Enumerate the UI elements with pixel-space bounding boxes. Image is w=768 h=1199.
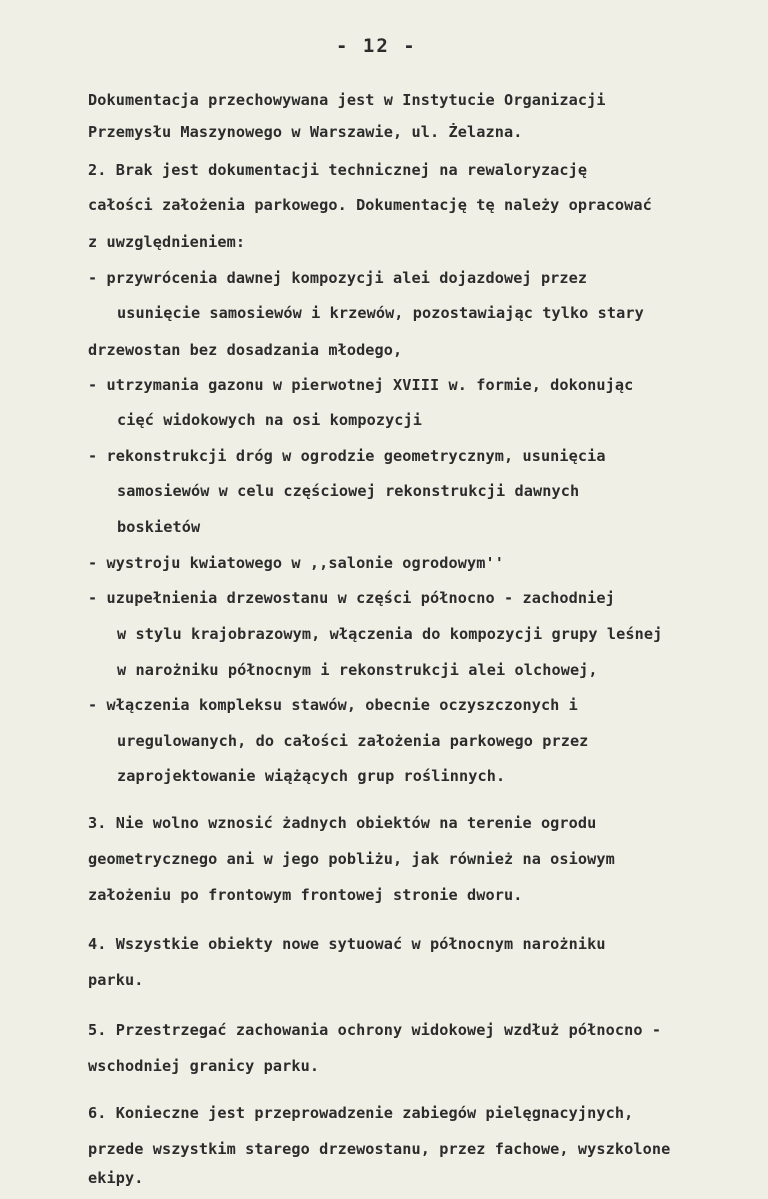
text-line: - wystroju kwiatowego w ,,salonie ogrodowym'' [88,554,504,572]
text-line: - utrzymania gazonu w pierwotnej XVIII w. formie, dokonując [88,376,634,394]
text-line: 6. Konieczne jest przeprowadzenie zabiegów pielęgnacyjnych, [88,1104,634,1122]
text-line: 2. Brak jest dokumentacji technicznej na rewaloryzację [88,161,588,179]
text-line: całości założenia parkowego. Dokumentację tę należy opracować [88,196,652,214]
page-number: - 12 - [336,35,417,57]
text-line: boskietów [117,518,201,536]
text-line: usunięcie samosiewów i krzewów, pozostawiając tylko stary [117,304,644,322]
text-line: w narożniku północnym i rekonstrukcji alei olchowej, [117,661,598,679]
text-line: - przywrócenia dawnej kompozycji alei dojazdowej przez [88,269,588,287]
text-line: Przemysłu Maszynowego w Warszawie, ul. Żelazna. [88,123,523,141]
text-line: drzewostan bez dosadzania młodego, [88,341,403,359]
text-line: założeniu po frontowym frontowej stronie dworu. [88,886,523,904]
text-line: samosiewów w celu częściowej rekonstrukcji dawnych [117,482,580,500]
text-line: geometrycznego ani w jego pobliżu, jak również na osiowym [88,850,615,868]
text-line: uregulowanych, do całości założenia parkowego przez [117,732,589,750]
text-line: - włączenia kompleksu stawów, obecnie oczyszczonych i [88,696,578,714]
text-line: przede wszystkim starego drzewostanu, przez fachowe, wyszkolone [88,1140,671,1158]
text-line: z uwzględnieniem: [88,233,246,251]
text-line: 3. Nie wolno wznosić żadnych obiektów na terenie ogrodu [88,814,597,832]
text-line: - rekonstrukcji dróg w ogrodzie geometrycznym, usunięcia [88,447,606,465]
text-line: - uzupełnienia drzewostanu w części północno - zachodniej [88,589,615,607]
text-line: w stylu krajobrazowym, włączenia do kompozycji grupy leśnej [117,625,663,643]
text-line: ekipy. [88,1169,144,1187]
text-line: 5. Przestrzegać zachowania ochrony widokowej wzdłuż północno - [88,1021,662,1039]
text-line: zaprojektowanie wiążących grup roślinnych. [117,767,506,785]
text-line: 4. Wszystkie obiekty nowe sytuować w północnym narożniku [88,935,606,953]
text-line: Dokumentacja przechowywana jest w Instytucie Organizacji [88,91,606,109]
text-line: parku. [88,971,144,989]
text-line: cięć widokowych na osi kompozycji [117,411,423,429]
text-line: wschodniej granicy parku. [88,1057,320,1075]
